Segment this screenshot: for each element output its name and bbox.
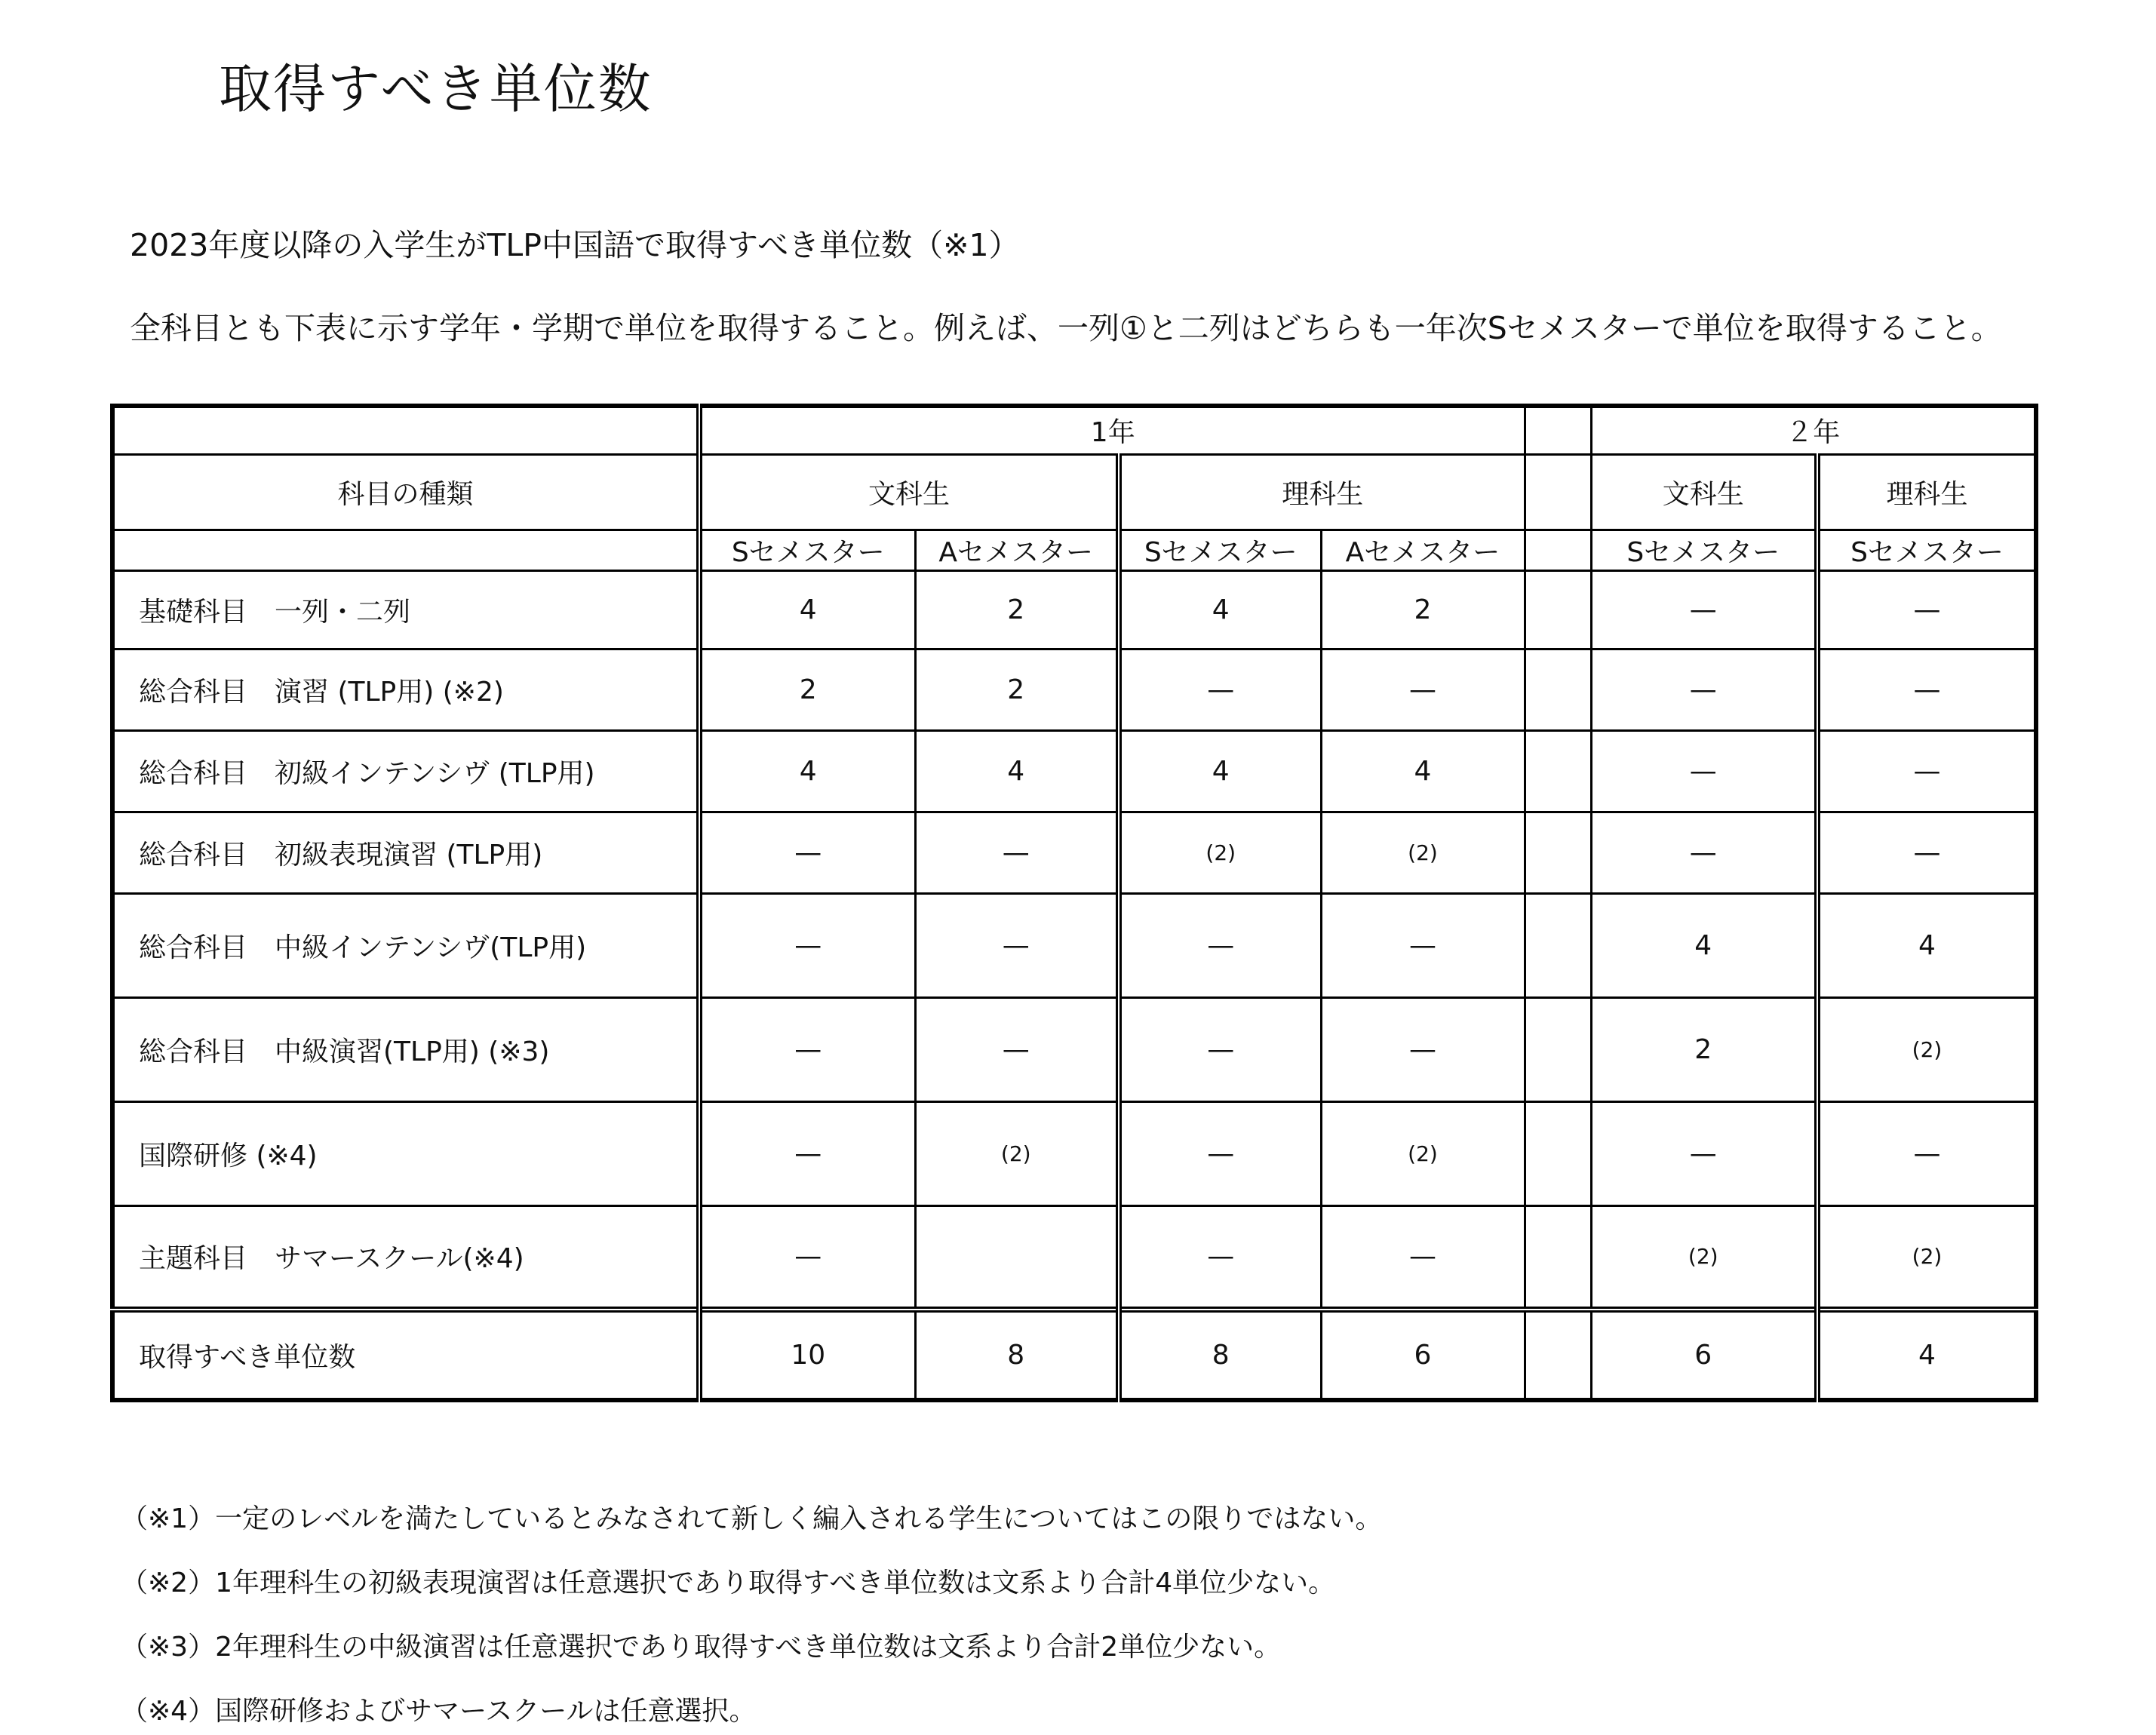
total-label: 取得すべき単位数	[112, 1310, 699, 1400]
header-blank-cell	[112, 530, 699, 570]
total-cell: 6	[1321, 1310, 1525, 1400]
table-row	[112, 649, 2036, 730]
header-y2-bunka: 文科生	[1591, 454, 1817, 530]
header-row-faculty	[112, 454, 2036, 530]
credit-cell: —	[1817, 649, 2036, 730]
subject-cell: 主題科目 サマースクール(※4)	[112, 1205, 699, 1310]
total-cell: 8	[915, 1310, 1119, 1400]
header-blank-cell	[112, 406, 699, 454]
header-sem-a: Aセメスター	[915, 530, 1119, 570]
credit-cell: —	[915, 893, 1119, 997]
credit-cell: —	[1321, 649, 1525, 730]
credit-cell: 4	[1817, 893, 2036, 997]
table-row	[112, 893, 2036, 997]
credit-cell: —	[1817, 1101, 2036, 1205]
gap-cell	[1525, 1205, 1591, 1310]
gap-cell	[1525, 730, 1591, 812]
footnote-3: （※3）2年理科生の中級演習は任意選択であり取得すべき単位数は文系より合計2単位少ない。	[121, 1632, 1282, 1663]
credit-cell: —	[1591, 570, 1817, 649]
credit-cell: 4	[1119, 570, 1321, 649]
credit-cell: —	[1321, 997, 1525, 1101]
subject-cell: 総合科目 初級インテンシヴ (TLP用)	[112, 730, 699, 812]
credit-cell: —	[1591, 1101, 1817, 1205]
credit-cell: —	[1119, 1205, 1321, 1310]
credit-cell: (2)	[915, 1101, 1119, 1205]
footnote-2: （※2）1年理科生の初級表現演習は任意選択であり取得すべき単位数は文系より合計4単位少ない。	[121, 1568, 1336, 1598]
footnote-1: （※1）一定のレベルを満たしているとみなされて新しく編入される学生についてはこの限りではない。	[121, 1503, 1383, 1534]
credit-cell: —	[1321, 893, 1525, 997]
header-y1-bunka: 文科生	[699, 454, 1119, 530]
header-sem-s: Sセメスター	[1591, 530, 1817, 570]
credit-cell: —	[1817, 730, 2036, 812]
credit-cell: —	[915, 997, 1119, 1101]
total-cell: 10	[699, 1310, 915, 1400]
credit-cell: 4	[699, 730, 915, 812]
credit-cell: 2	[915, 649, 1119, 730]
credit-cell: —	[699, 812, 915, 893]
credit-cell: —	[699, 1205, 915, 1310]
credit-cell: —	[1119, 1101, 1321, 1205]
header-year1: 1年	[699, 406, 1525, 454]
header-subject-type: 科目の種類	[112, 454, 699, 530]
page-title: 取得すべき単位数	[219, 58, 653, 120]
subject-cell: 総合科目 演習 (TLP用) (※2)	[112, 649, 699, 730]
header-gap-cell	[1525, 454, 1591, 530]
subject-cell: 総合科目 中級インテンシヴ(TLP用)	[112, 893, 699, 997]
credit-cell: (2)	[1321, 1101, 1525, 1205]
credit-cell: —	[1119, 997, 1321, 1101]
intro-heading: 2023年度以降の入学生がTLP中国語で取得すべき単位数（※1）	[130, 227, 1020, 263]
credit-cell	[915, 1205, 1119, 1310]
credit-cell: —	[1591, 812, 1817, 893]
header-gap-cell	[1525, 530, 1591, 570]
credit-cell: —	[699, 1101, 915, 1205]
credit-cell: 4	[1321, 730, 1525, 812]
credit-cell: (2)	[1817, 997, 2036, 1101]
header-sem-s: Sセメスター	[1119, 530, 1321, 570]
credit-cell: 4	[915, 730, 1119, 812]
subject-cell: 総合科目 中級演習(TLP用) (※3)	[112, 997, 699, 1101]
header-y2-rika: 理科生	[1817, 454, 2036, 530]
credit-cell: (2)	[1321, 812, 1525, 893]
footnote-4: （※4）国際研修およびサマースクールは任意選択。	[121, 1696, 757, 1727]
credit-cell: 2	[699, 649, 915, 730]
credit-cell: 2	[1591, 997, 1817, 1101]
total-cell: 6	[1591, 1310, 1817, 1400]
header-gap-cell	[1525, 406, 1591, 454]
subject-cell: 基礎科目 一列・二列	[112, 570, 699, 649]
credit-cell: —	[1119, 649, 1321, 730]
gap-cell	[1525, 1310, 1591, 1400]
credit-cell: (2)	[1817, 1205, 2036, 1310]
credit-cell: —	[1817, 812, 2036, 893]
credit-cell: —	[1119, 893, 1321, 997]
credit-cell: —	[1591, 730, 1817, 812]
credit-cell: 2	[1321, 570, 1525, 649]
credit-cell: —	[699, 997, 915, 1101]
header-sem-s: Sセメスター	[699, 530, 915, 570]
total-row	[112, 1310, 2036, 1400]
credit-cell: 4	[1119, 730, 1321, 812]
credits-table	[110, 404, 2038, 1402]
table-row	[112, 570, 2036, 649]
credit-cell: 2	[915, 570, 1119, 649]
credit-cell: —	[699, 893, 915, 997]
credit-cell: —	[1321, 1205, 1525, 1310]
subject-cell: 総合科目 初級表現演習 (TLP用)	[112, 812, 699, 893]
gap-cell	[1525, 649, 1591, 730]
gap-cell	[1525, 997, 1591, 1101]
table-row	[112, 730, 2036, 812]
header-y1-rika: 理科生	[1119, 454, 1525, 530]
gap-cell	[1525, 1101, 1591, 1205]
credit-cell: 4	[699, 570, 915, 649]
credit-cell: —	[1591, 649, 1817, 730]
credit-cell: —	[1817, 570, 2036, 649]
header-sem-s: Sセメスター	[1817, 530, 2036, 570]
credit-cell: (2)	[1119, 812, 1321, 893]
table-row	[112, 812, 2036, 893]
header-row-semester	[112, 530, 2036, 570]
credit-cell: (2)	[1591, 1205, 1817, 1310]
table-row	[112, 1205, 2036, 1310]
gap-cell	[1525, 893, 1591, 997]
header-row-year	[112, 406, 2036, 454]
credit-cell: 4	[1591, 893, 1817, 997]
header-sem-a: Aセメスター	[1321, 530, 1525, 570]
intro-instruction: 全科目とも下表に示す学年・学期で単位を取得すること。例えば、一列①と二列はどちらも一年次Sセメスターで単位を取得すること。	[130, 310, 2002, 346]
table-row	[112, 997, 2036, 1101]
gap-cell	[1525, 570, 1591, 649]
gap-cell	[1525, 812, 1591, 893]
subject-cell: 国際研修 (※4)	[112, 1101, 699, 1205]
credit-cell: —	[915, 812, 1119, 893]
total-cell: 8	[1119, 1310, 1321, 1400]
total-cell: 4	[1817, 1310, 2036, 1400]
header-year2: ２年	[1591, 406, 2036, 454]
table-row	[112, 1101, 2036, 1205]
